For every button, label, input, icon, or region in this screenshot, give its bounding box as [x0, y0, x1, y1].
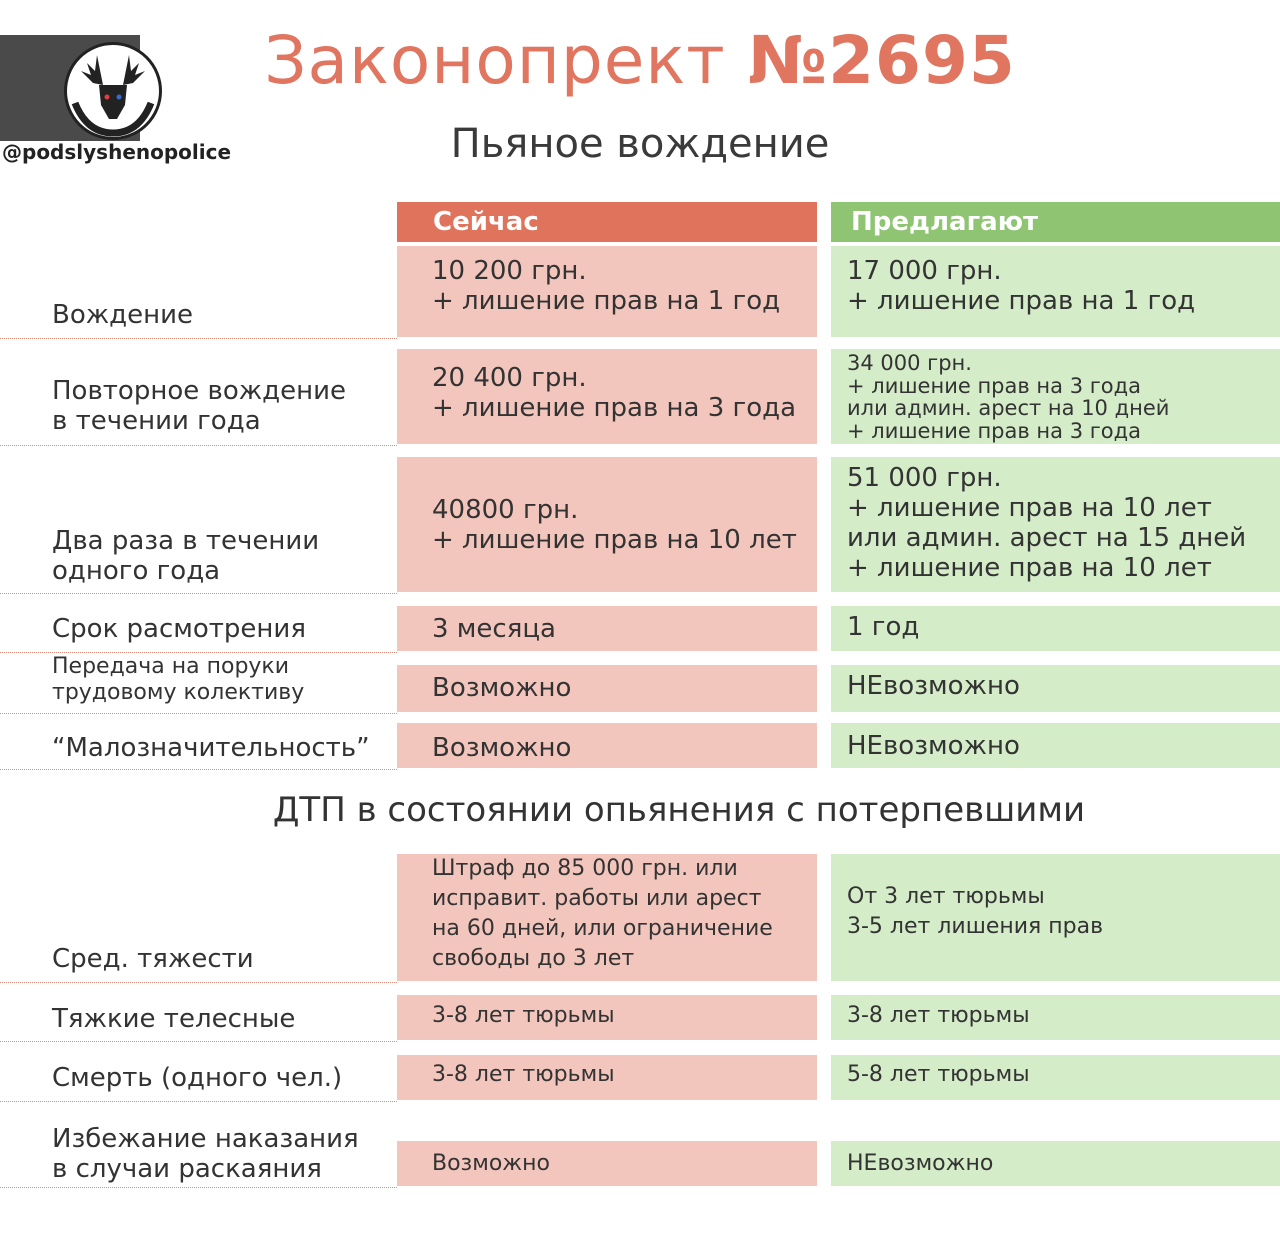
- cell-line: свободы до 3 лет: [432, 946, 635, 971]
- cell-proposed: [831, 995, 1280, 1040]
- cell-now: [397, 723, 817, 768]
- cell-line: Два раза в течении: [52, 526, 320, 556]
- cell-line: 3-5 лет лишения прав: [847, 914, 1104, 939]
- cell-proposed: [831, 1141, 1280, 1186]
- cell-line: + лишение прав на 10 лет: [847, 553, 1212, 583]
- cell-line: на 60 дней, или ограничение: [432, 916, 773, 941]
- row-label: [52, 376, 346, 436]
- cell-line: Срок расмотрения: [52, 614, 306, 644]
- cell-now: [397, 457, 817, 592]
- row-divider: [0, 593, 397, 594]
- cell-now: [397, 995, 817, 1040]
- cell-line: Тяжкие телесные: [52, 1004, 296, 1034]
- cell-line: в течении года: [52, 406, 261, 436]
- cell-line: От 3 лет тюрьмы: [847, 884, 1045, 909]
- cell-line: + лишение прав на 1 год: [847, 286, 1196, 316]
- row-divider: [0, 1101, 397, 1102]
- cell-line: или админ. арест на 15 дней: [847, 523, 1247, 553]
- cell-now: [397, 349, 817, 444]
- cell-line: 51 000 грн.: [847, 463, 1002, 493]
- cell-proposed: [831, 723, 1280, 768]
- row-divider: [0, 713, 397, 714]
- row-label: [52, 1063, 342, 1093]
- cell-line: 3-8 лет тюрьмы: [432, 1062, 615, 1087]
- cell-line: НЕвозможно: [847, 731, 1020, 761]
- cell-now: [397, 1141, 817, 1186]
- cell-now: [397, 246, 817, 337]
- cell-line: + лишение прав на 10 лет: [432, 525, 797, 555]
- section-title-accidents: ДТП в состоянии опьянения с потерпевшими: [272, 790, 1086, 830]
- cell-now: [397, 1055, 817, 1100]
- cell-line: 17 000 грн.: [847, 256, 1002, 286]
- cell-line: 3-8 лет тюрьмы: [847, 1003, 1030, 1028]
- cell-line: Повторное вождение: [52, 376, 347, 406]
- cell-line: 10 200 грн.: [432, 256, 587, 286]
- cell-line: + лишение прав на 10 лет: [847, 493, 1212, 523]
- cell-proposed: [831, 1055, 1280, 1100]
- cell-line: “Малозначительность”: [52, 733, 370, 763]
- cell-line: 5-8 лет тюрьмы: [847, 1062, 1030, 1087]
- cell-line: 3 месяца: [432, 614, 556, 644]
- row-label: [52, 1124, 359, 1184]
- section-title-drunk-driving: Пьяное вождение: [450, 121, 830, 167]
- cell-proposed: [831, 606, 1280, 651]
- cell-line: + лишение прав на 3 года: [432, 393, 797, 423]
- cell-proposed: [831, 457, 1280, 592]
- cell-line: + лишение прав на 1 год: [432, 286, 781, 316]
- cell-now: [397, 665, 817, 712]
- row-divider: [0, 982, 397, 983]
- cell-line: Вождение: [52, 300, 194, 330]
- row-label: [52, 300, 193, 330]
- cell-line: 3-8 лет тюрьмы: [432, 1003, 615, 1028]
- page-title: [0, 22, 1280, 99]
- cell-line: 40800 грн.: [432, 495, 579, 525]
- cell-line: 1 год: [847, 612, 920, 642]
- cell-line: Передача на поруки: [52, 654, 290, 679]
- row-label: [52, 526, 319, 586]
- column-header-proposed: Предлагают: [831, 202, 1280, 242]
- cell-line: Возможно: [432, 733, 572, 763]
- cell-line: Сред. тяжести: [52, 944, 254, 974]
- cell-proposed: [831, 854, 1280, 981]
- cell-proposed: [831, 349, 1280, 444]
- cell-line: одного года: [52, 556, 221, 586]
- row-divider: [0, 1187, 397, 1188]
- row-label: [52, 614, 306, 644]
- cell-line: Избежание наказания: [52, 1124, 359, 1154]
- row-divider: [0, 338, 397, 339]
- cell-line: + лишение прав на 3 года: [847, 373, 1142, 398]
- cell-proposed: [831, 246, 1280, 337]
- title-prefix: Законопрект: [264, 22, 748, 99]
- cell-line: Смерть (одного чел.): [52, 1063, 343, 1093]
- row-divider: [0, 769, 397, 770]
- cell-now: [397, 854, 817, 981]
- cell-line: Возможно: [432, 673, 572, 703]
- cell-line: трудовому колективу: [52, 680, 305, 705]
- cell-line: Возможно: [432, 1151, 550, 1176]
- row-label: [52, 944, 254, 974]
- cell-line: 20 400 грн.: [432, 363, 587, 393]
- row-label: [52, 1004, 295, 1034]
- cell-now: [397, 606, 817, 651]
- cell-line: в случаи раскаяния: [52, 1154, 322, 1184]
- cell-line: Штраф до 85 000 грн. или: [432, 856, 738, 881]
- bill-number: №2695: [747, 22, 1016, 99]
- cell-line: НЕвозможно: [847, 1151, 994, 1176]
- row-divider: [0, 652, 397, 653]
- row-label: [52, 733, 370, 763]
- cell-line: НЕвозможно: [847, 671, 1020, 701]
- row-divider: [0, 445, 397, 446]
- cell-line: или админ. арест на 10 дней: [847, 396, 1170, 420]
- row-label: [52, 654, 304, 706]
- column-header-now: Сейчас: [397, 202, 817, 242]
- cell-line: исправит. работы или арест: [432, 886, 762, 911]
- cell-proposed: [831, 665, 1280, 712]
- cell-line: 34 000 грн.: [847, 351, 972, 375]
- brand-handle: @podslyshenopolice: [2, 140, 232, 164]
- row-divider: [0, 1041, 397, 1042]
- cell-line: + лишение прав на 3 года: [847, 418, 1142, 443]
